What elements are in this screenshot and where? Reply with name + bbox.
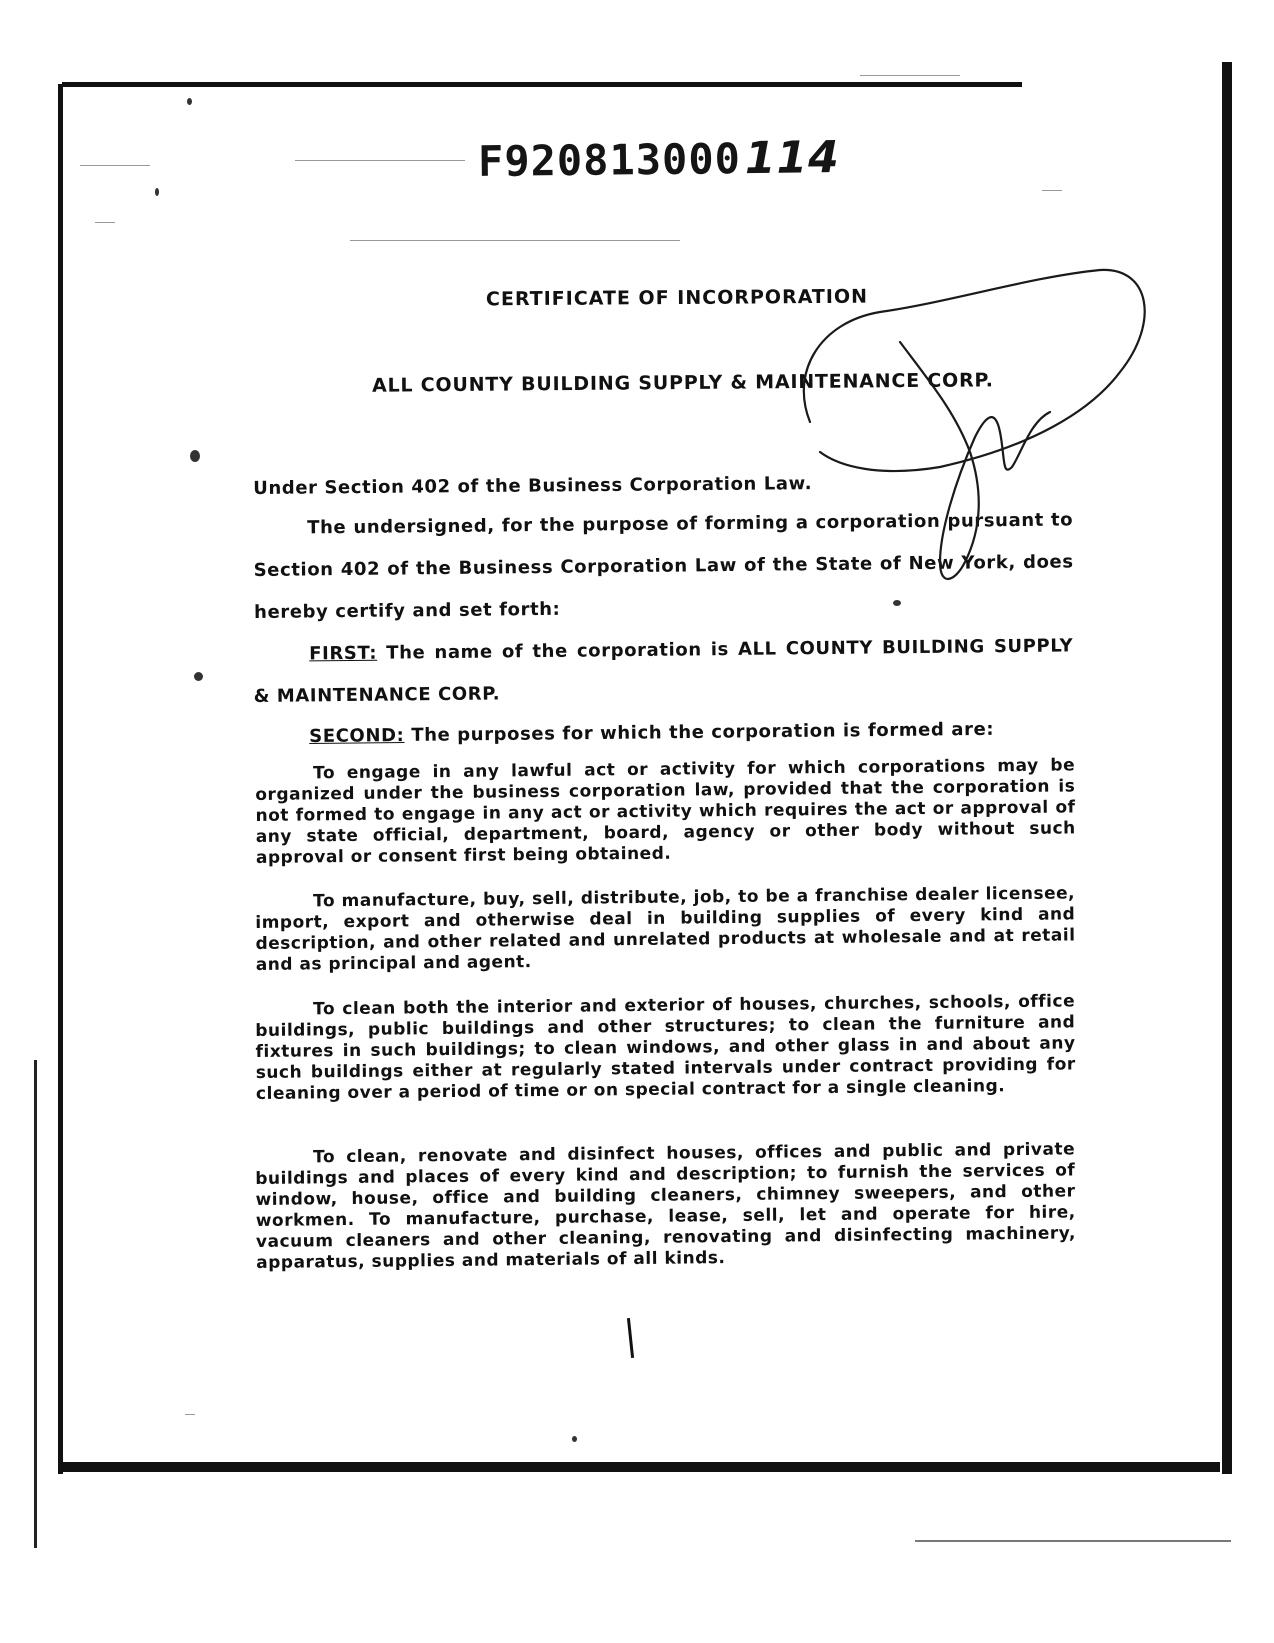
statute-reference: Under Section 402 of the Business Corporation Law.: [253, 473, 813, 499]
scan-speck: [194, 672, 203, 681]
document-number: [478, 132, 840, 187]
scan-frame-right: [1222, 62, 1232, 1474]
scan-noise: [80, 165, 150, 166]
scan-noise: [185, 1414, 195, 1415]
scan-speck: [155, 188, 159, 196]
scan-noise: [1042, 190, 1062, 191]
scan-frame-left: [58, 84, 63, 1474]
scan-frame-top: [62, 82, 1022, 87]
document-number-handwritten: 114: [744, 132, 840, 185]
scan-edge-bottom: [915, 1540, 1231, 1542]
scan-speck: [190, 450, 200, 462]
purpose-paragraph: To clean both the interior and exterior of houses, churches, schools, office buildings, public buildings and other structures; to clean the furniture and fixtures in such buildings; to clean windows, and other glass in and about any such buildings either at regularly stated intervals under contract providing for cleaning over a period of time or on special contract for a single cleaning.: [255, 991, 1076, 1104]
first-article-label: FIRST:: [309, 642, 378, 665]
scan-noise: [350, 240, 680, 241]
first-article-text: The name of the corporation is ALL COUNTY BUILDING SUPPLY & MAINTENANCE CORP.: [253, 635, 1074, 707]
scan-edge-left: [34, 1060, 37, 1548]
undersigned-paragraph: The undersigned, for the purpose of forming a corporation pursuant to Section 402 of the Business Corporation Law of the State of New York, does hereby certify and set forth:: [253, 509, 1074, 623]
scan-frame-bottom: [60, 1462, 1220, 1472]
pen-tick-mark: [627, 1318, 634, 1358]
scan-noise: [295, 160, 465, 161]
corporation-name-heading: ALL COUNTY BUILDING SUPPLY & MAINTENANCE CORP.: [371, 369, 994, 397]
scan-noise: [860, 75, 960, 76]
handwritten-signature-icon: [780, 262, 1160, 592]
purpose-paragraph: To engage in any lawful act or activity for which corporations may be organized under the business corporation law, provided that the corporation is not formed to engage in any act or activity which requires the act or approval of any state official, department, board, agency or other body without such approval or consent first being obtained.: [255, 755, 1076, 868]
purpose-paragraph: To clean, renovate and disinfect houses, offices and public and private buildings and places of every kind and description; to furnish the services of window, house, office and building cleaners, chimney sweepers, and other workmen. To manufacture, purchase, lease, sell, let and operate for hire, vacuum cleaners and other cleaning, renovating and disinfecting machinery, apparatus, supplies and materials of all kinds.: [255, 1139, 1077, 1273]
document-number-printed: F920813000: [477, 134, 742, 186]
scan-speck: [187, 98, 192, 105]
scan-noise: [95, 222, 115, 223]
scan-speck: [572, 1436, 577, 1442]
purpose-paragraph: To manufacture, buy, sell, distribute, job, to be a franchise dealer licensee, import, export and otherwise deal in building supplies of every kind and description, and other related and unrelated products at wholesale and at retail and as principal and agent.: [255, 883, 1076, 975]
second-article: [309, 709, 994, 758]
document-title: CERTIFICATE OF INCORPORATION: [485, 285, 869, 311]
first-article: [253, 625, 1074, 718]
second-article-label: SECOND:: [309, 725, 405, 747]
second-article-text: The purposes for which the corporation is formed are:: [411, 718, 995, 746]
